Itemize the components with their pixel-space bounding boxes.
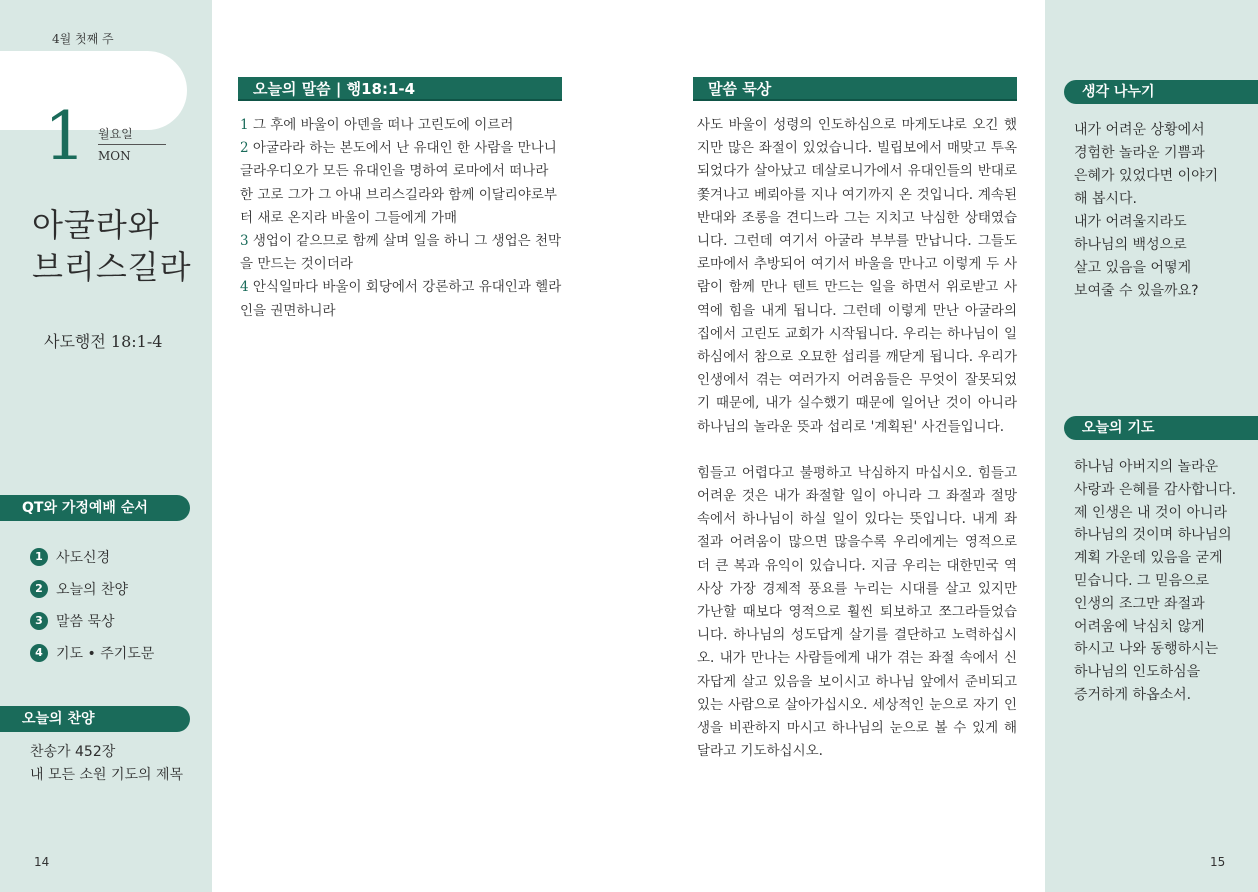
number-badge-icon: 3 [30,612,48,630]
prayer-line: 하나님 아버지의 놀라운 [1074,459,1219,475]
prayer-line: 계획 가운데 있음을 굳게 [1074,550,1223,567]
order-item [30,541,154,573]
prayer-line: 증거하게 하옵소서. [1074,686,1192,703]
hymn-title: 내 모든 소원 기도의 제목 [30,767,184,783]
left-sidebar [0,0,212,892]
devotion-title [32,204,192,288]
number-badge-icon: 1 [30,548,48,566]
share-line: 보여줄 수 있을까요? [1074,283,1199,299]
title-line-2: 브리스길라 [32,248,192,286]
page-number-right: 15 [1210,855,1226,869]
prayer-line: 하나님의 인도하심을 [1074,664,1201,681]
order-list [30,541,154,669]
prayer-heading: 오늘의 기도 [1064,416,1258,440]
share-line: 경험한 놀라운 기쁨과 [1074,145,1205,161]
order-item [30,605,154,637]
prayer-line: 하시고 나와 동행하시는 [1074,641,1219,658]
share-line: 하나님의 백성으로 [1074,237,1187,253]
prayer-line: 사랑과 은혜를 감사합니다. [1074,481,1237,498]
prayer-line: 제 인생은 내 것이 아니라 [1074,504,1228,521]
verse-number: 1 [240,117,249,133]
scripture-heading: 오늘의 말씀 | 행18:1-4 [238,77,562,101]
order-item-label: 기도 • 주기도문 [56,646,155,662]
day-number: 1 [44,98,86,175]
scripture-reference: 사도행전 18:1-4 [44,332,163,351]
order-item-label: 말씀 묵상 [56,614,115,630]
page-number-left: 14 [34,855,50,869]
order-item-label: 사도신경 [56,550,111,566]
title-line-1: 아굴라와 [32,206,160,244]
meditation-heading: 말씀 묵상 [693,77,1017,101]
hymn-heading: 오늘의 찬양 [0,706,190,732]
share-line: 내가 어려운 상황에서 [1074,122,1205,138]
verse-text: 생업이 같으므로 함께 살며 일을 하니 그 생업은 천막을 만드는 것이더라 [240,233,562,273]
week-label: 4월 첫째 주 [52,32,114,46]
verse-text: 안식일마다 바울이 회당에서 강론하고 유대인과 헬라인을 권면하니라 [240,279,562,319]
order-item [30,573,154,605]
prayer-line: 하나님의 것이며 하나님의 [1074,527,1232,544]
meditation-paragraph-2: 힘들고 어렵다고 불평하고 낙심하지 마십시오. 힘들고 어려운 것은 내가 좌절할 일이 아니라 그 좌절과 절망 속에서 하나님이 하실 일이 있다는 뜻입니다. 내게 좌절과 어려움이 많으면 많을수록 우리에게는 영적으로 더 큰 복과 유익이 있습니다. 지금 우리는 대한민국 역사상 가장 경제적 풍요를 누리는 시대를 살고 있지만 가난할 때보다 영적으로 훨씬 퇴보하고 쪼그라들었습니다. 하나님의 성도답게 살기를 결단하고 노력하십시오. 내가 만나는 사람들에게 내가 겪는 좌절 속에서 신자답게 살고 있음을 보이시고 하나님 앞에서 준비되고 있는 사람으로 살아가십시오. 세상적인 눈으로 자기 인생을 비관하지 마시고 하나님의 눈으로 볼 수 있게 해달라고 기도하십시오. [697,464,1017,760]
day-korean: 월요일 [98,127,133,141]
verse [240,276,562,322]
verse-text: 아굴라라 하는 본도에서 난 유대인 한 사람을 만나니 글라우디오가 모든 유대인을 명하여 로마에서 떠나라 한 고로 그가 그 아내 브리스길라와 함께 이달리야로부터 새로 온지라 바울이 그들에게 가매 [240,140,557,226]
prayer-line: 믿습니다. 그 믿음으로 [1074,572,1210,589]
verse-number: 2 [240,140,249,157]
share-line: 은혜가 있었다면 이야기 [1074,168,1219,184]
verse [240,114,562,137]
date-pill [0,51,187,175]
verse-number: 4 [240,279,249,296]
order-item-label: 오늘의 찬양 [56,582,129,598]
number-badge-icon: 2 [30,580,48,598]
prayer-line: 인생의 조그만 좌절과 [1074,595,1205,612]
prayer-text [1074,456,1244,707]
hymn-number: 찬송가 452장 [30,744,116,760]
day-english: MON [98,149,131,163]
scripture-text [240,114,562,323]
meditation-paragraph-1: 사도 바울이 성령의 인도하심으로 마게도냐로 오긴 했지만 많은 좌절이 있었습니다. 빌립보에서 매맞고 투옥되었다가 살아났고 데살로니가에서 유대인들의 반대로 쫓겨나고 베뢰아를 지나 여기까지 온 것입니다. 계속된 반대와 조롱을 견디느라 그는 지치고 낙심한 상태였습니다. 그런데 여기서 아굴라 부부를 만납니다. 그들도 로마에서 추방되어 여기서 바울을 만나고 이렇게 두 사람이 함께 만나 텐트 만드는 일을 하면서 위로받고 사역에 힘을 내게 됩니다. 그런데 이렇게 만난 아굴라의 집에서 고린도 교회가 시작됩니다. 우리는 하나님이 일하심에서 참으로 오묘한 섭리를 깨닫게 됩니다. 우리가 인생에서 겪는 여러가지 어려움들은 무엇이 잘못되었기 때문에, 내가 실수했기 때문에 일어난 것이 아니라 하나님의 놀라운 뜻과 섭리로 '계획된' 사건들입니다. [697,117,1017,435]
share-heading: 생각 나누기 [1064,80,1258,104]
order-item [30,637,154,669]
order-heading: QT와 가정예배 순서 [0,495,190,521]
verse-number: 3 [240,233,249,250]
day-divider [98,144,166,145]
verse-text: 그 후에 바울이 아덴을 떠나 고린도에 이르러 [248,117,514,133]
verse [240,230,562,276]
number-badge-icon: 4 [30,644,48,662]
verse [240,137,562,230]
share-line: 해 봅시다. [1074,191,1137,207]
hymn-info [30,741,183,787]
share-line: 내가 어려울지라도 [1074,214,1187,230]
share-line: 살고 있음을 어떻게 [1074,260,1192,276]
share-text [1074,119,1244,303]
meditation-text [697,114,1017,763]
prayer-line: 어려움에 낙심치 않게 [1074,618,1205,635]
